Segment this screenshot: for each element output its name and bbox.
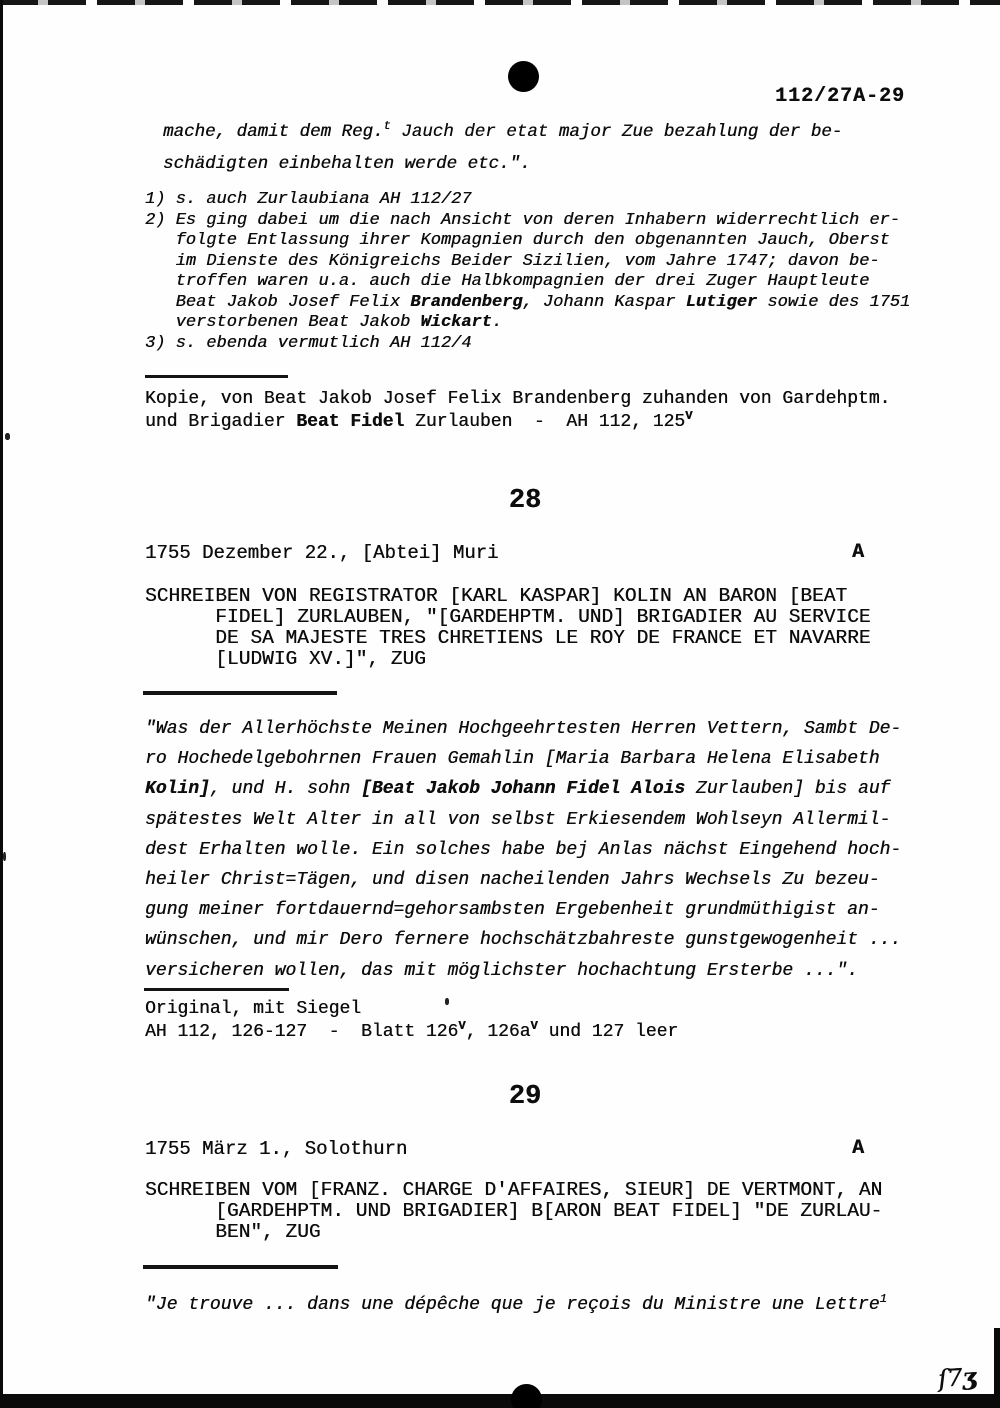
entry-29-number: 29 (508, 1082, 542, 1112)
separator-rule (143, 1265, 338, 1269)
separator-rule (144, 988, 289, 991)
entry-28-series-marker: A (852, 541, 865, 564)
entry-28-source-note: Original, mit Siegel AH 112, 126-127 - Blatt $126^V$, $126a^V$ und 127 leer (145, 999, 679, 1042)
archive-reference: 112/27A-29 (774, 85, 905, 108)
entry-28-number: 28 (508, 486, 542, 516)
scan-speck (5, 433, 10, 440)
entry-29-title: SCHREIBEN VOM [FRANZ. CHARGE D'AFFAIRES, SIEUR] DE VERTMONT, AN [GARDEHPTM. UND BRIGADIER] B[ARON BEAT FIDEL] "DE ZURLAU- BEN", ZUG (145, 1179, 883, 1243)
separator-rule (143, 691, 337, 695)
entry-29-series-marker: A (852, 1137, 865, 1160)
intro-quote: mache, damit dem Reg.$^t$ Jauch der etat major Zue bezahlung der be- schädigten einbehalten werde etc.". (163, 119, 843, 174)
ink-dot-bottom (511, 1384, 542, 1408)
scan-left-edge-artifact (0, 0, 3, 1408)
handwritten-mark: ſ7ʒ (937, 1361, 977, 1394)
entry-29-quote: "Je trouve ... dans une dépêche que je reçois du Ministre une Lettre$^1$ (145, 1292, 887, 1315)
scan-speck (3, 852, 6, 861)
footnotes: 1) s. auch Zurlaubiana AH 112/27 2) Es ging dabei um die nach Ansicht von deren Inhabern widerrechtlich er- folgte Entlassung ihrer Kompagnien durch den obgenannten Jauch, Oberst im Dienste des Königreichs Beider Sizilien, vom Jahre 1747; davon be- troffen waren u.a. auch die Halbkompagnien der drei Zuger Hauptleute Beat Jakob Josef Felix Brandenberg, Johann Kaspar Lutiger sowie des 1751 verstorbenen Beat Jakob Wickart. 3) s. ebenda vermutlich AH 112/4 (145, 190, 911, 353)
entry-28-date-place: 1755 Dezember 22., [Abtei] Muri (145, 542, 499, 564)
entry-29-date-place: 1755 März 1., Solothurn (145, 1138, 408, 1160)
entry-28-quote: "Was der Allerhöchste Meinen Hochgeehrtesten Herren Vettern, Sambt De- ro Hochedelgebohrnen Frauen Gemahlin [Maria Barbara Helena Elisabeth Kolin], und H. sohn [Beat Jakob Johann Fidel Alois Zurlauben] bis auf spätestes Welt Alter in all von selbst Erkiesendem Wohlseyn Allermil- dest Erhalten wolle. Ein solches habe bej Anlas nächst Eingehend hoch- heiler Christ=Tägen, und disen nacheilenden Jahrs Wechsels Zu bezeu- gung meiner fortdauernd=gehorsambsten Ergebenheit grundmüthigist an- wünschen, und mir Dero fernere hochschätzbahreste gunstgewogenheit ... versicheren wollen, das mit möglichster hochachtung Ersterbe ...". (145, 719, 902, 981)
scan-top-edge-artifact (0, 0, 1000, 5)
copy-note: Kopie, von Beat Jakob Josef Felix Brandenberg zuhanden von Gardehptm. und Brigadier Beat Fidel Zurlauben - AH 112, $125^V$ (145, 389, 891, 432)
ink-dot-top (508, 61, 539, 92)
separator-rule (145, 375, 288, 378)
scan-bottom-edge-artifact (0, 1394, 1000, 1408)
entry-28-title: SCHREIBEN VON REGISTRATOR [KARL KASPAR] KOLIN AN BARON [BEAT FIDEL] ZURLAUBEN, "[GARDEHPTM. UND] BRIGADIER AU SERVICE DE SA MAJESTE TRES CHRETIENS LE ROY DE FRANCE ET NAVARRE [LUDWIG XV.]", ZUG (145, 585, 871, 670)
